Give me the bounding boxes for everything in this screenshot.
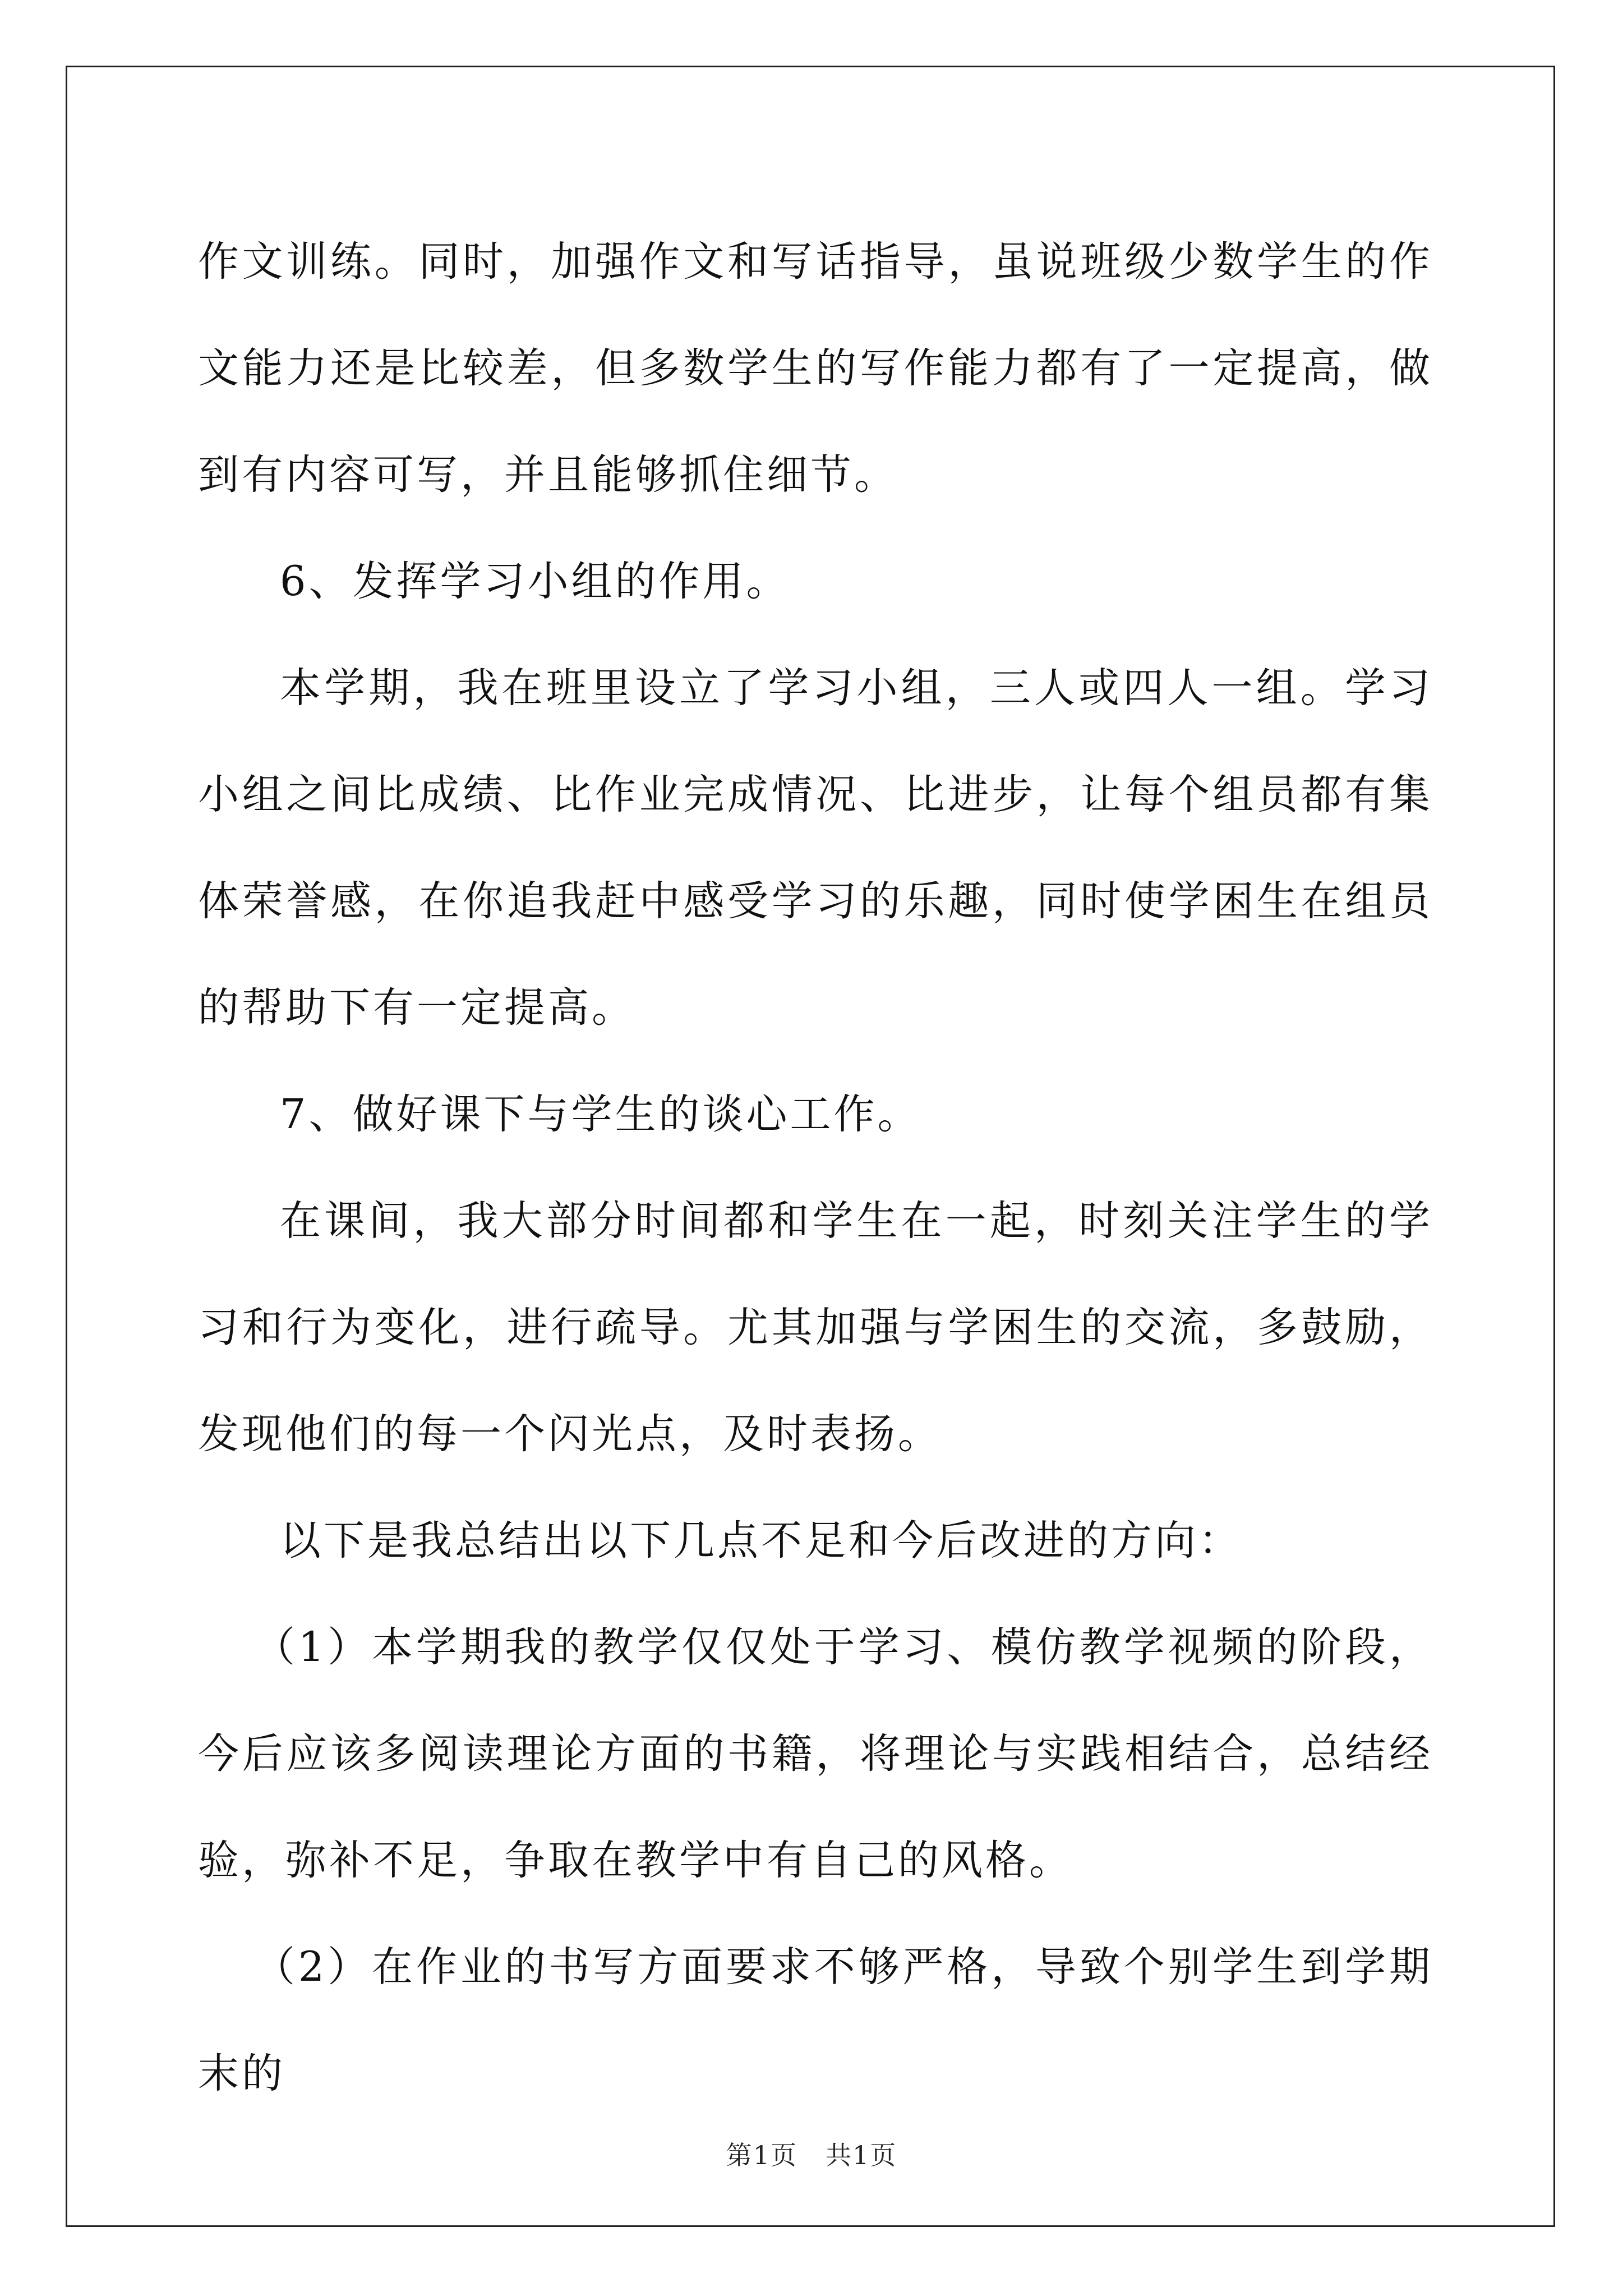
- paragraph-2-heading: 6、发挥学习小组的作用。: [280, 558, 790, 605]
- page-total: 共1页: [825, 2140, 897, 2170]
- paragraph-5: 在课间，我大部分时间都和学生在一起，时刻关注学生的学习和行为变化，进行疏导。尤其加强与学困生的交流，多鼓励，发现他们的每一个闪光点，及时表扬。: [198, 1197, 1433, 1458]
- paragraph-4-heading: 7、做好课下与学生的谈心工作。: [280, 1091, 921, 1138]
- paragraph-1: 作文训练。同时，加强作文和写话指导，虽说班级少数学生的作文能力还是比较差，但多数学生的写作能力都有了一定提高，做到有内容可写，并且能够抓住细节。: [198, 238, 1433, 499]
- paragraph-7: （1）本学期我的教学仅仅处于学习、模仿教学视频的阶段，今后应该多阅读理论方面的书籍，将理论与实践相结合，总结经验，弥补不足，争取在教学中有自己的风格。: [198, 1623, 1433, 1884]
- paragraph-3: 本学期，我在班里设立了学习小组，三人或四人一组。学习小组之间比成绩、比作业完成情况、比进步，让每个组员都有集体荣誉感，在你追我赶中感受学习的乐趣，同时使学困生在组员的帮助下有一定提高。: [198, 664, 1433, 1032]
- paragraph-8: （2）在作业的书写方面要求不够严格，导致个别学生到学期末的: [198, 1943, 1433, 2097]
- page-footer: [0, 2135, 1623, 2172]
- page-number: 第1页: [726, 2140, 798, 2170]
- paragraph-6: 以下是我总结出以下几点不足和今后改进的方向：: [280, 1517, 1242, 1565]
- document-body: [198, 209, 1433, 2127]
